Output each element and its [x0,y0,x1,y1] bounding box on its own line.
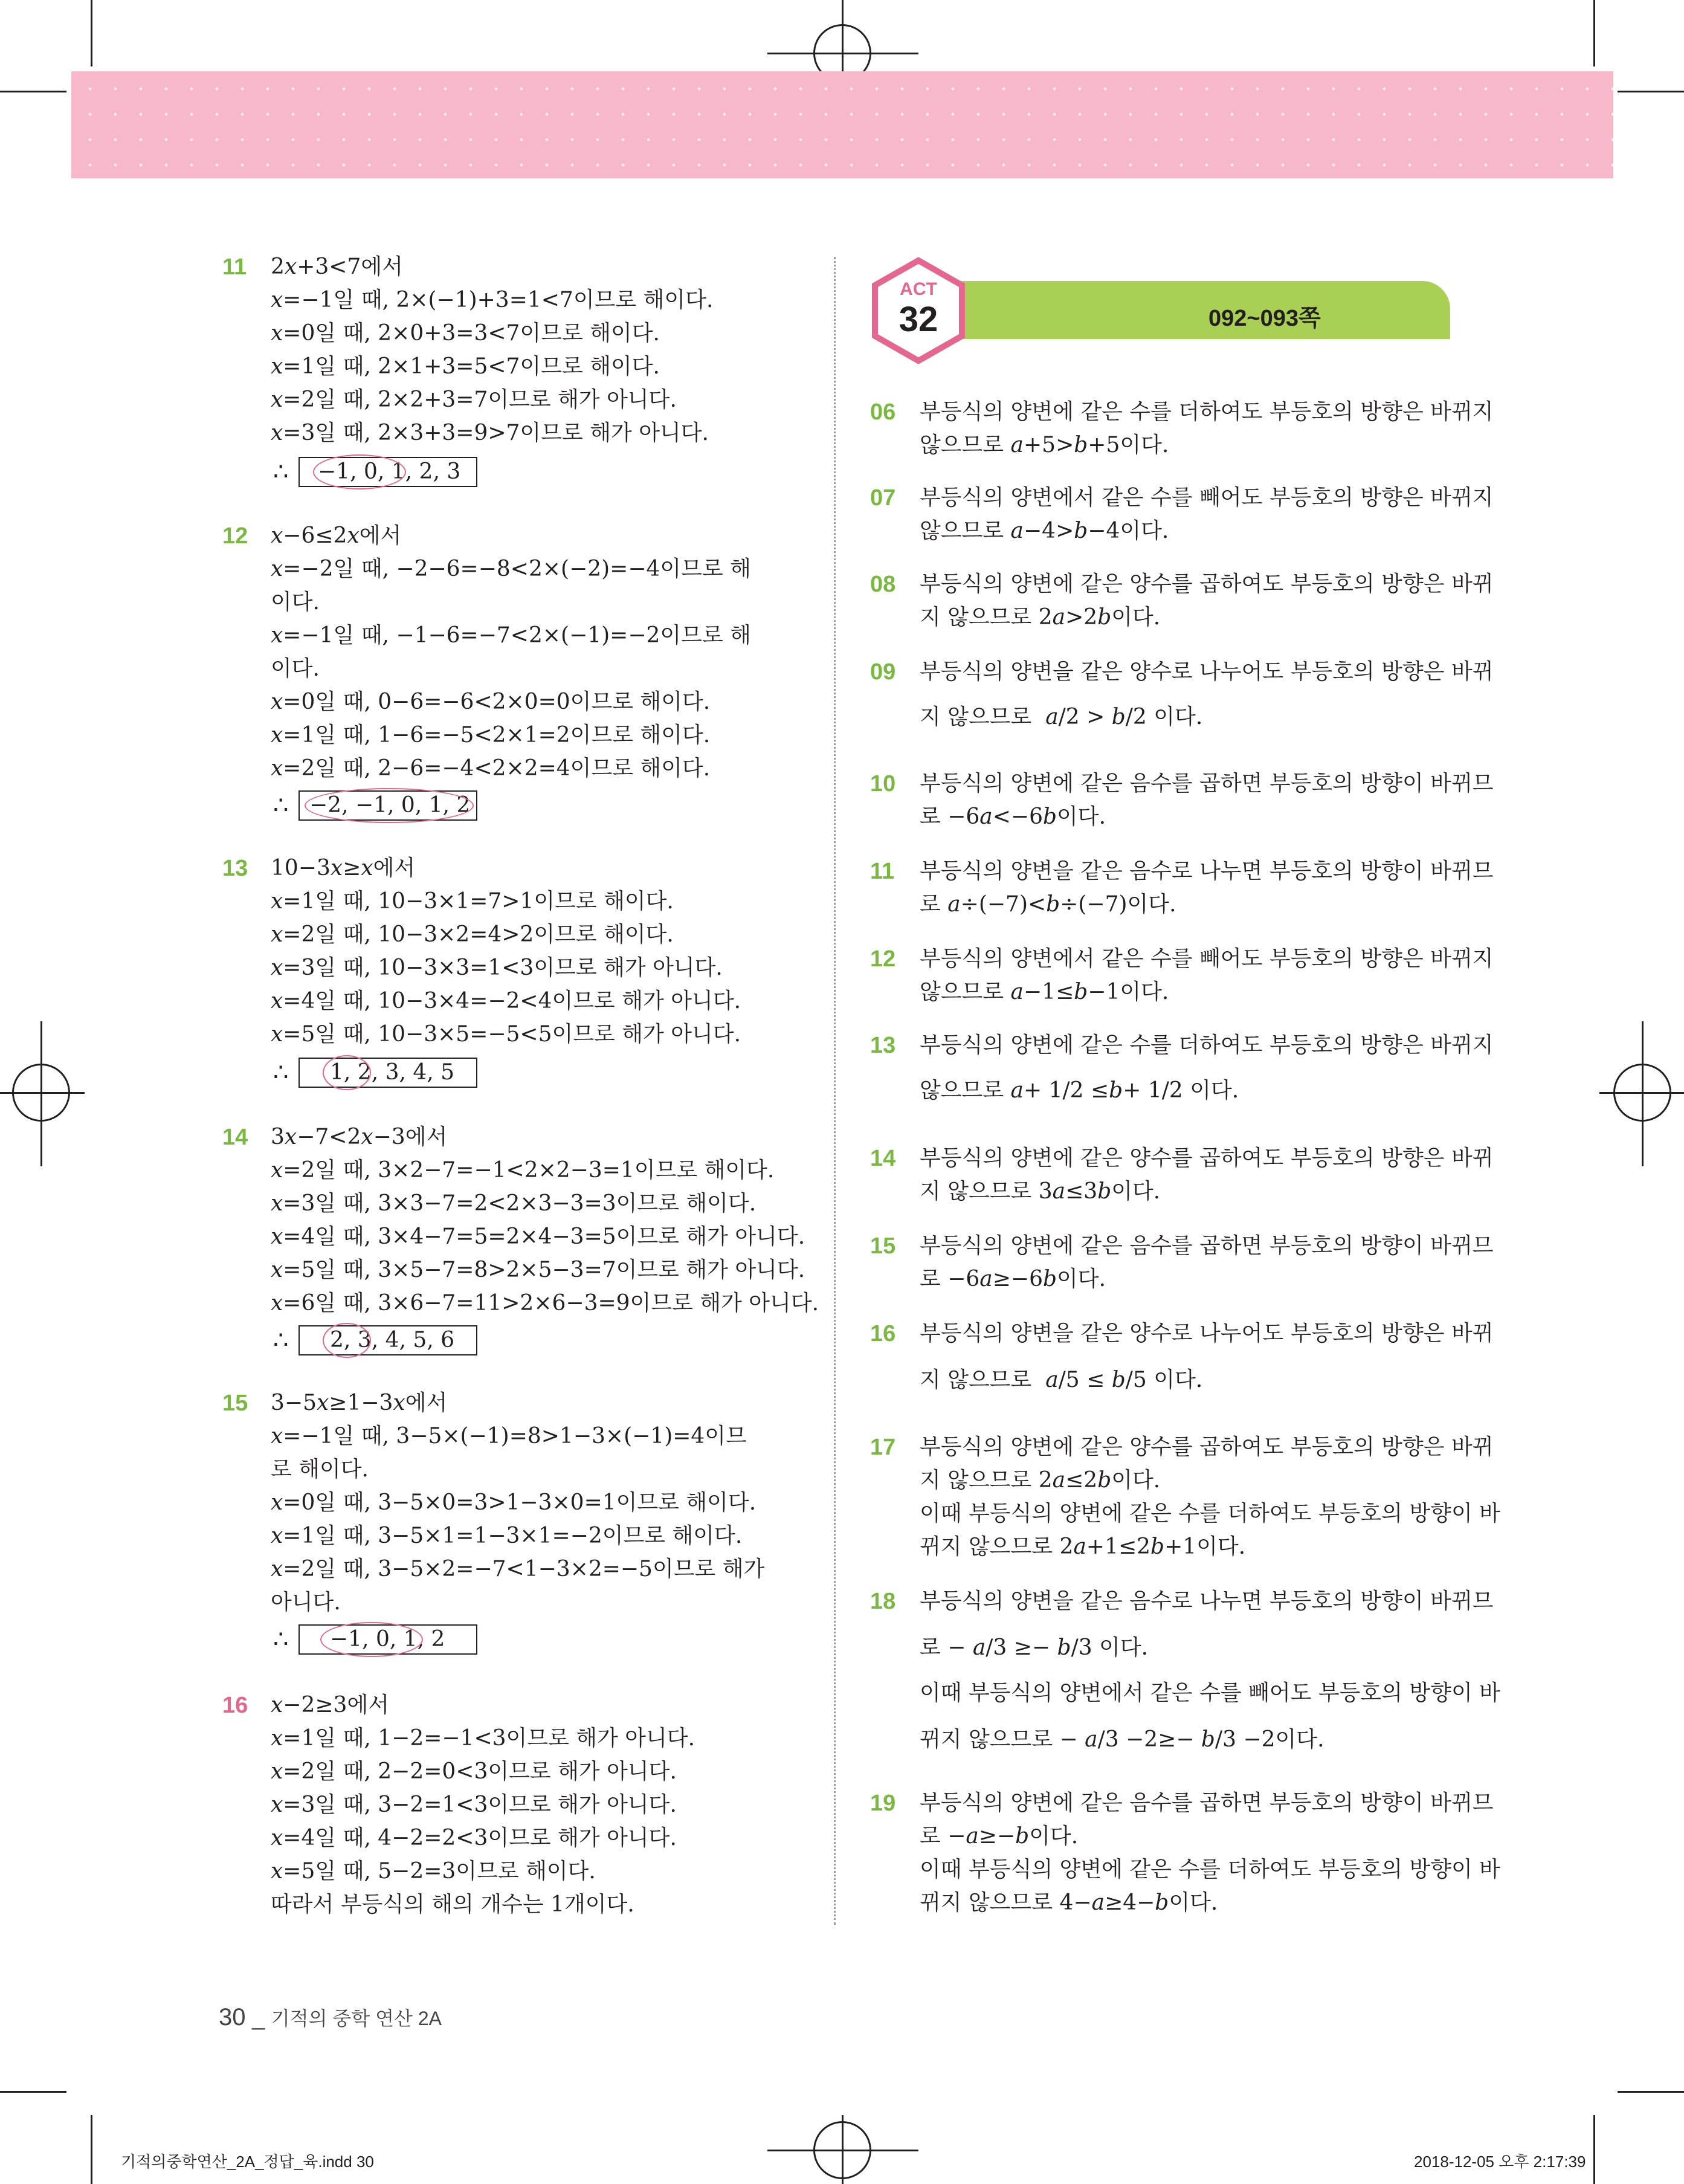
act-number: 32 [898,300,938,339]
problem-line: 3−5𝑥≥1−3𝑥에서 [271,1391,448,1415]
registration-line [1642,1021,1644,1166]
problem-line: 부등식의 양변에 같은 음수를 곱하면 부등호의 방향이 바뀌므 [920,1233,1494,1258]
problem-line: 부등식의 양변을 같은 양수로 나누어도 부등호의 방향은 바뀌 [920,1321,1494,1346]
therefore-symbol: ∴ [273,458,289,486]
problem-line: 𝑥=3일 때, 3−2=1<3이므로 해가 아니다. [271,1792,677,1817]
problem-number: 15 [222,1391,248,1416]
problem-line: 10−3𝑥≥𝑥에서 [271,856,416,880]
problem-line: 않으므로 𝑎+ 1/2 ≤𝑏+ 1/2 이다. [920,1078,1239,1103]
problem-line: 𝑥=0일 때, 0−6=−6<2×0=0이므로 해이다. [271,690,711,714]
crop-mark [1618,2091,1684,2093]
problem-number: 19 [870,1791,896,1816]
print-slug-file: 기적의중학연산_2A_정답_육.indd 30 [121,2153,374,2171]
problem-line: 𝑥=1일 때, 3−5×1=1−3×1=−2이므로 해이다. [271,1523,743,1548]
problem-line: 아니다. [271,1590,341,1615]
problem-line: 이때 부등식의 양변에 같은 수를 더하여도 부등호의 방향이 바 [920,1501,1500,1526]
answer-circle [313,454,406,489]
print-slug-date: 2018-12-05 오후 2:17:39 [1414,2153,1586,2171]
problem-line: 𝑥=4일 때, 3×4−7=5=2×4−3=5이므로 해가 아니다. [271,1224,805,1249]
problem-number: 11 [870,859,895,884]
therefore-symbol: ∴ [273,792,289,819]
problem-line: 로 해이다. [271,1457,369,1482]
problem-line: 𝑥=−1일 때, 3−5×(−1)=8>1−3×(−1)=4이므 [271,1424,747,1449]
problem-line: 부등식의 양변에 같은 양수를 곱하여도 부등호의 방향은 바뀌 [920,1435,1494,1459]
problem-line: 𝑥=5일 때, 10−3×5=−5<5이므로 해가 아니다. [271,1022,741,1047]
problem-line: 이때 부등식의 양변에 같은 수를 더하여도 부등호의 방향이 바 [920,1857,1500,1882]
problem-line: 𝑥=5일 때, 5−2=3이므로 해이다. [271,1859,596,1884]
problem-number: 13 [222,856,248,881]
problem-line: 부등식의 양변에 같은 수를 더하여도 부등호의 방향은 바뀌지 [920,399,1494,424]
page-footer [219,2003,442,2031]
problem-number: 11 [222,254,247,280]
problem-line: 𝑥=2일 때, 2×2+3=7이므로 해가 아니다. [271,387,677,412]
problem-line: 𝑥=−1일 때, 2×(−1)+3=1<7이므로 해이다. [271,288,714,312]
problem-line: 𝑥−6≤2𝑥에서 [271,523,402,548]
problem-number: 13 [870,1033,896,1058]
problem-number: 12 [222,523,248,549]
problem-line: 𝑥−2≥3에서 [271,1693,389,1717]
problem-line: 𝑥=3일 때, 2×3+3=9>7이므로 해가 아니다. [271,421,709,445]
problem-line: 𝑥=2일 때, 3−5×2=−7<1−3×2=−5이므로 해가 [271,1557,765,1581]
problem-line: 𝑥=2일 때, 2−6=−4<2×2=4이므로 해이다. [271,756,711,781]
problem-line: 로 𝑎÷(−7)<𝑏÷(−7)이다. [920,892,1176,917]
problem-line: 뀌지 않으므로 − 𝑎/3 −2≥− 𝑏/3 −2이다. [920,1727,1324,1752]
problem-line: 부등식의 양변에 같은 음수를 곱하면 부등호의 방향이 바뀌므 [920,1791,1494,1815]
registration-line [0,1092,85,1094]
problem-line: 3𝑥−7<2𝑥−3에서 [271,1125,448,1149]
problem-line: 않으므로 𝑎+5>𝑏+5이다. [920,433,1169,457]
problem-number: 10 [870,771,896,796]
problem-line: 뀌지 않으므로 4−𝑎≥4−𝑏이다. [920,1890,1218,1915]
answer-circle [323,1323,371,1358]
crop-mark [91,2115,92,2184]
problem-line: 𝑥=2일 때, 10−3×2=4>2이므로 해이다. [271,922,674,947]
problem-line: 않으므로 𝑎−1≤𝑏−1이다. [920,980,1169,1004]
header-banner [71,71,1613,178]
page-number: 30 [219,2004,246,2031]
problem-line: 따라서 부등식의 해의 개수는 1개이다. [271,1892,634,1917]
answer-box: 2, 3, 4, 5, 6 [298,1325,477,1355]
problem-line: 로 − 𝑎/3 ≥− 𝑏/3 이다. [920,1635,1149,1660]
problem-number: 09 [870,659,896,685]
answer-circle [320,1622,423,1657]
problem-line: 𝑥=2일 때, 3×2−7=−1<2×2−3=1이므로 해이다. [271,1158,775,1183]
act-pages: 092~093쪽 [1208,306,1321,331]
problem-line: 𝑥=3일 때, 3×3−7=2<2×3−3=3이므로 해이다. [271,1191,757,1216]
problem-line: 𝑥=1일 때, 10−3×1=7>1이므로 해이다. [271,889,674,914]
problem-line: 2𝑥+3<7에서 [271,254,403,279]
problem-number: 14 [222,1125,248,1150]
problem-line: 𝑥=−2일 때, −2−6=−8<2×(−2)=−4이므로 해 [271,557,751,581]
problem-number: 15 [870,1233,896,1259]
therefore-symbol: ∴ [273,1326,289,1354]
problem-line: 로 −6𝑎<−6𝑏이다. [920,804,1106,829]
problem-line: 부등식의 양변에 같은 수를 더하여도 부등호의 방향은 바뀌지 [920,1033,1494,1058]
problem-line: 부등식의 양변을 같은 음수로 나누면 부등호의 방향이 바뀌므 [920,1589,1494,1614]
act-label: ACT [900,279,937,299]
problem-line: 𝑥=0일 때, 2×0+3=3<7이므로 해이다. [271,321,660,346]
problem-line: 𝑥=1일 때, 1−2=−1<3이므로 해가 아니다. [271,1726,695,1751]
problem-line: 로 −6𝑎≥−6𝑏이다. [920,1267,1106,1291]
column-divider [834,257,836,1925]
problem-line: 이때 부등식의 양변에서 같은 수를 빼어도 부등호의 방향이 바 [920,1681,1500,1705]
problem-line: 지 않으므로 𝑎/2 > 𝑏/2 이다. [920,705,1203,729]
problem-line: 𝑥=1일 때, 1−6=−5<2×1=2이므로 해이다. [271,723,711,748]
answer-box: −1, 0, 1, 2 [298,1624,477,1655]
problem-line: 부등식의 양변을 같은 음수로 나누면 부등호의 방향이 바뀌므 [920,859,1494,884]
problem-line: 부등식의 양변에 같은 양수를 곱하여도 부등호의 방향은 바뀌 [920,572,1494,596]
crop-mark [1593,2115,1595,2184]
problem-number: 16 [870,1321,896,1346]
problem-line: 𝑥=5일 때, 3×5−7=8>2×5−3=7이므로 해가 아니다. [271,1258,805,1282]
answer-box: −2, −1, 0, 1, 2 [298,790,477,821]
problem-number: 06 [870,399,896,425]
problem-line: 부등식의 양변에서 같은 수를 빼어도 부등호의 방향은 바뀌지 [920,946,1494,971]
problem-line: 이다. [271,656,320,681]
problem-line: 지 않으므로 3𝑎≤3𝑏이다. [920,1179,1161,1204]
problem-number: 16 [222,1693,248,1718]
problem-line: 𝑥=2일 때, 2−2=0<3이므로 해가 아니다. [271,1759,677,1784]
crop-mark [1618,91,1684,92]
problem-line: 𝑥=3일 때, 10−3×3=1<3이므로 해가 아니다. [271,955,723,980]
problem-line: 𝑥=4일 때, 4−2=2<3이므로 해가 아니다. [271,1826,677,1850]
problem-number: 12 [870,946,896,972]
problem-number: 17 [870,1435,896,1460]
problem-line: 부등식의 양변에서 같은 수를 빼어도 부등호의 방향은 바뀌지 [920,485,1494,510]
problem-number: 18 [870,1589,896,1614]
problem-number: 07 [870,485,896,511]
crop-mark [1593,0,1595,66]
registration-line [842,2115,844,2184]
therefore-symbol: ∴ [273,1626,289,1653]
problem-line: 부등식의 양변에 같은 양수를 곱하여도 부등호의 방향은 바뀌 [920,1146,1494,1171]
problem-line: 지 않으므로 2𝑎>2𝑏이다. [920,605,1161,630]
problem-number: 08 [870,572,896,597]
crop-mark [0,2091,66,2093]
answer-circle [305,788,474,823]
problem-line: 로 −𝑎≥−𝑏이다. [920,1824,1079,1849]
problem-line: 𝑥=−1일 때, −1−6=−7<2×(−1)=−2이므로 해 [271,623,751,648]
problem-line: 부등식의 양변을 같은 양수로 나누어도 부등호의 방향은 바뀌 [920,659,1494,684]
problem-line: 않으므로 𝑎−4>𝑏−4이다. [920,519,1169,543]
problem-line: 지 않으므로 2𝑎≤2𝑏이다. [920,1468,1161,1493]
crop-mark [91,0,92,66]
registration-line [842,0,844,71]
crop-mark [0,91,66,92]
problem-line: 𝑥=6일 때, 3×6−7=11>2×6−3=9이므로 해가 아니다. [271,1291,819,1316]
therefore-symbol: ∴ [273,1059,289,1087]
answer-circle [323,1055,371,1090]
problem-line: 부등식의 양변에 같은 음수를 곱하면 부등호의 방향이 바뀌므 [920,771,1494,796]
problem-number: 14 [870,1146,896,1171]
problem-line: 뀌지 않으므로 2𝑎+1≤2𝑏+1이다. [920,1534,1246,1559]
problem-line: 𝑥=0일 때, 3−5×0=3>1−3×0=1이므로 해이다. [271,1490,757,1515]
problem-line: 𝑥=4일 때, 10−3×4=−2<4이므로 해가 아니다. [271,989,741,1013]
problem-line: 이다. [271,590,320,615]
problem-line: 지 않으므로 𝑎/5 ≤ 𝑏/5 이다. [920,1368,1203,1392]
answer-box: −1, 0, 1, 2, 3 [298,457,477,487]
book-title: 기적의 중학 연산 2A [271,2008,442,2029]
answer-box: 1, 2, 3, 4, 5 [298,1058,477,1088]
problem-line: 𝑥=1일 때, 2×1+3=5<7이므로 해이다. [271,354,660,379]
footer-separator: _ [252,2005,265,2031]
registration-line [40,1021,42,1166]
